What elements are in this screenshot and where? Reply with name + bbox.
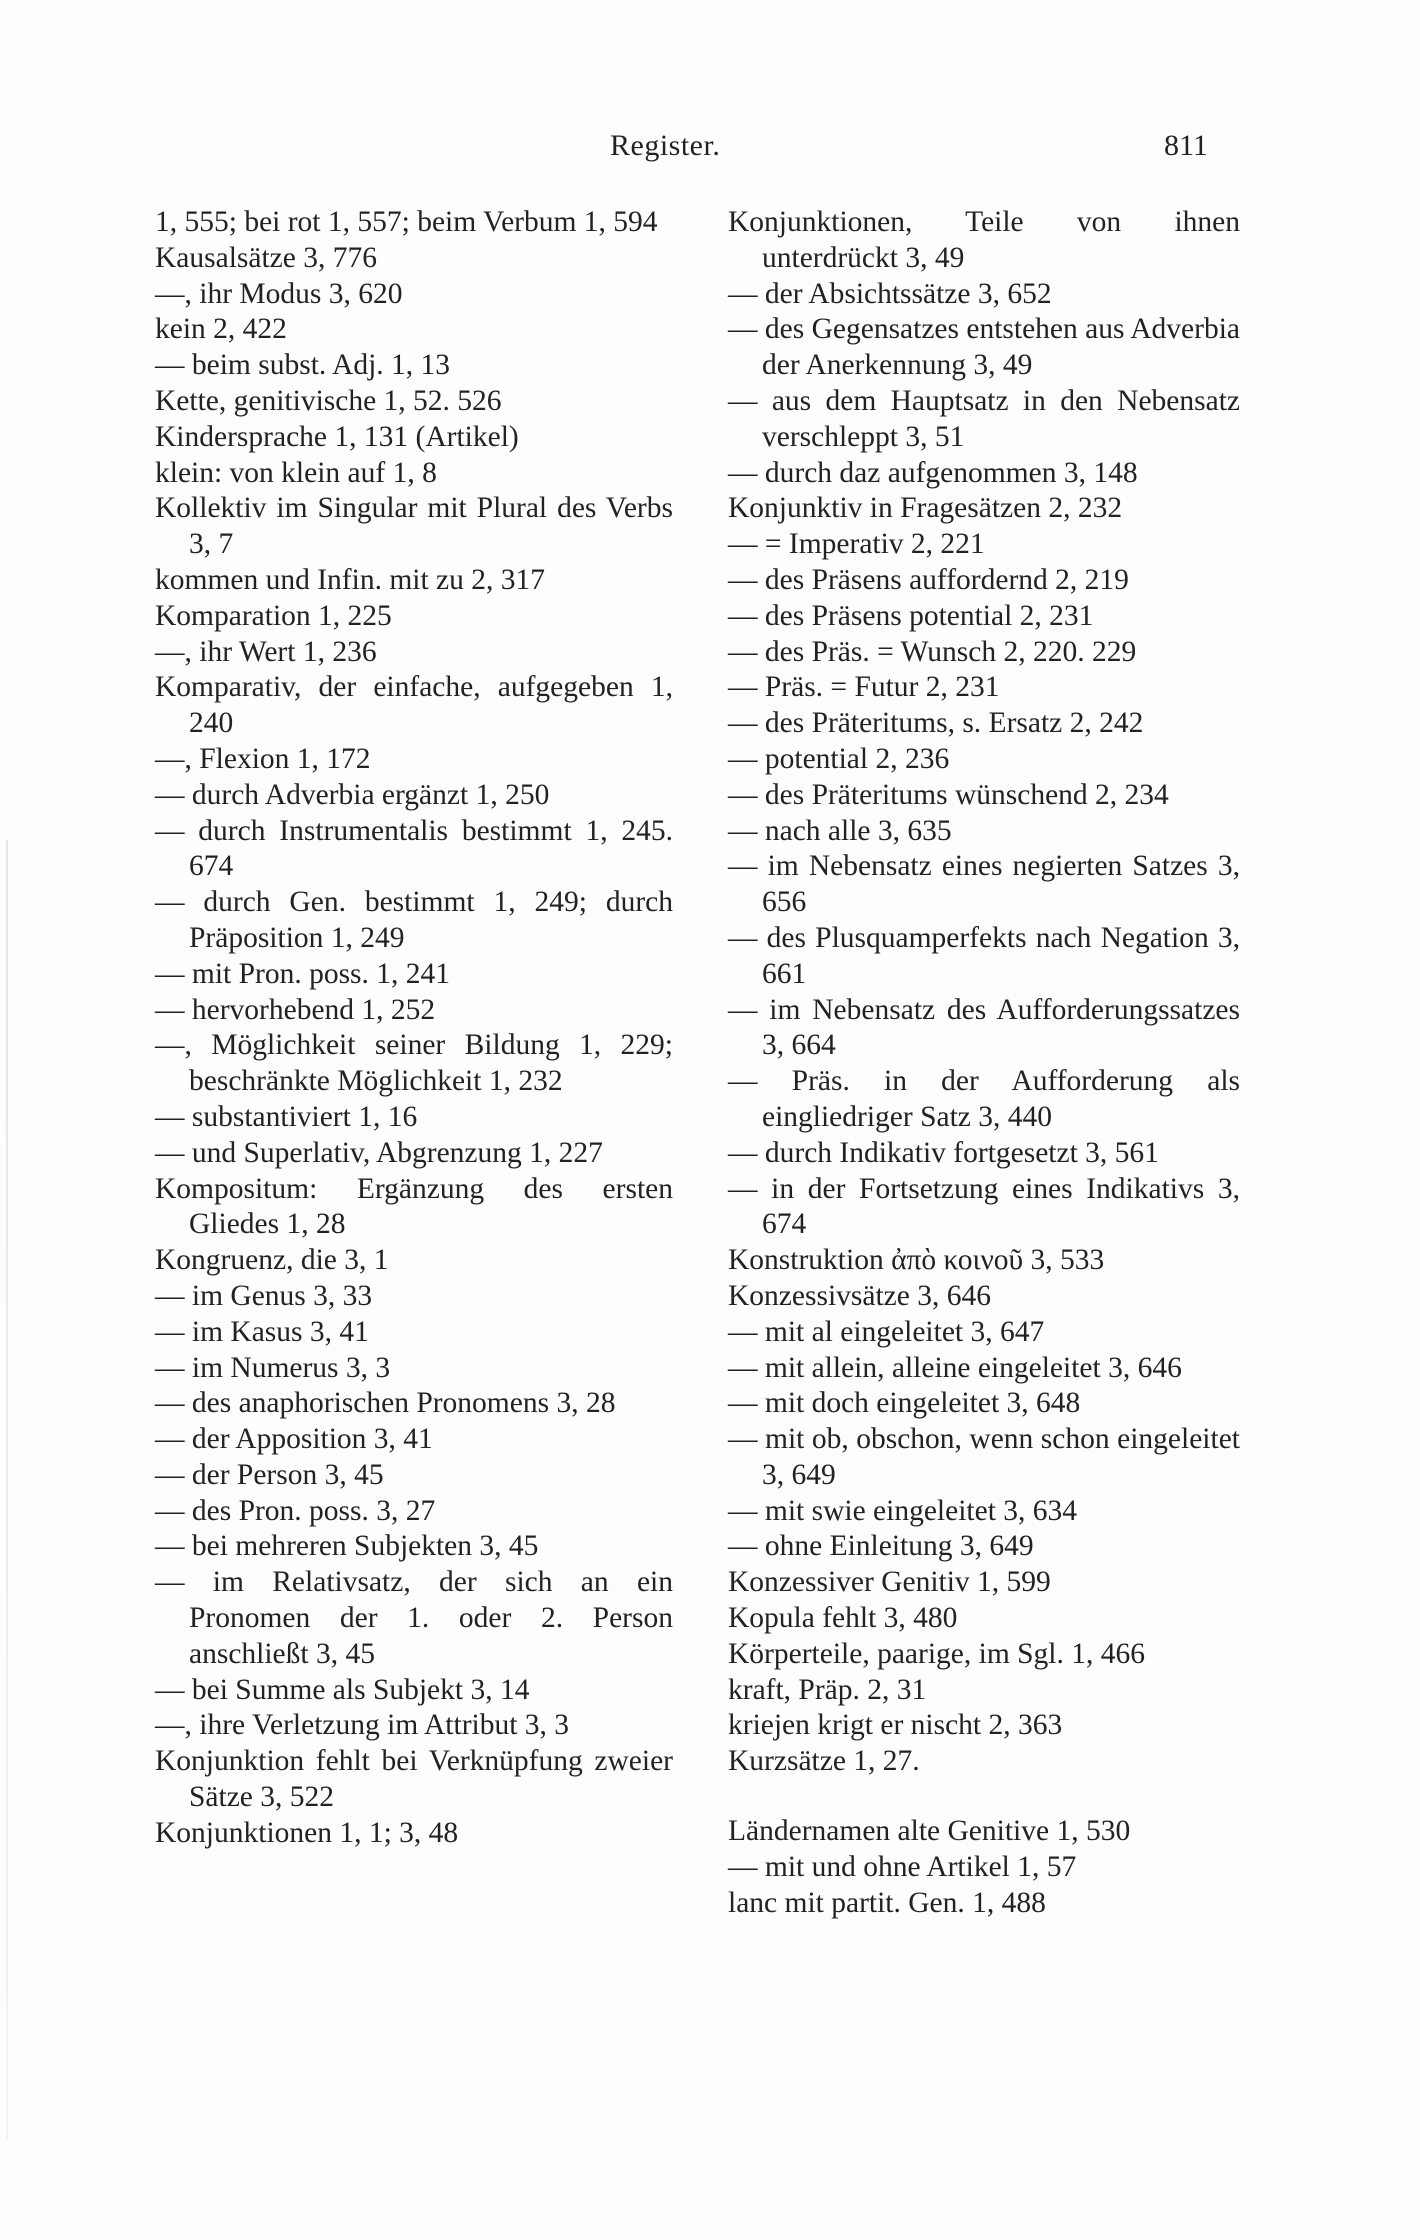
index-entry: — im Genus 3, 33 <box>155 1279 373 1312</box>
index-entry: — des Pron. poss. 3, 27 <box>155 1494 436 1527</box>
index-entry: Kongruenz, die 3, 1 <box>155 1244 389 1277</box>
page-number: 811 <box>1164 129 1208 162</box>
index-entry: — = Imperativ 2, 221 <box>728 528 985 561</box>
running-title: Register. <box>610 129 721 162</box>
index-entry: —, Möglichkeit seiner Bildung 1, 229; beschränkte Möglichkeit 1, 232 <box>155 1029 673 1098</box>
index-entry: — bei Summe als Subjekt 3, 14 <box>155 1673 530 1706</box>
index-entry: — mit ob, obschon, wenn schon eingeleitet 3, 649 <box>728 1423 1240 1491</box>
index-entry: Konjunktion fehlt bei Verknüpfung zweier Sätze 3, 522 <box>155 1745 673 1814</box>
index-entry: Komparativ, der einfache, aufgegeben 1, 240 <box>155 671 673 740</box>
index-entry: —, ihr Wert 1, 236 <box>155 635 377 668</box>
index-entry: —, ihr Modus 3, 620 <box>155 277 403 310</box>
index-entry: —, Flexion 1, 172 <box>155 742 371 775</box>
index-entry: — und Superlativ, Abgrenzung 1, 227 <box>155 1136 603 1169</box>
index-entry: — mit swie eingeleitet 3, 634 <box>728 1494 1078 1527</box>
index-entry: Kausalsätze 3, 776 <box>155 241 377 274</box>
index-entry: Konjunktionen 1, 1; 3, 48 <box>155 1816 459 1849</box>
index-column-left <box>155 205 673 1852</box>
index-entry: Körperteile, paarige, im Sgl. 1, 466 <box>728 1637 1145 1670</box>
index-column-right <box>728 205 1240 1921</box>
index-entry: — durch Gen. bestimmt 1, 249; durch Präposition 1, 249 <box>155 886 673 954</box>
index-entry: — in der Fortsetzung eines Indikativs 3, 674 <box>728 1172 1240 1241</box>
index-entry: — aus dem Hauptsatz in den Nebensatz verschleppt 3, 51 <box>728 384 1240 453</box>
index-entry: — im Nebensatz des Aufforderungssatzes 3, 664 <box>728 993 1240 1062</box>
index-entry: kommen und Infin. mit zu 2, 317 <box>155 563 546 596</box>
index-entry: — durch Instrumentalis bestimmt 1, 245. 674 <box>155 814 673 883</box>
index-entry: — des Präteritums, s. Ersatz 2, 242 <box>728 707 1144 740</box>
index-entry: Komparation 1, 225 <box>155 599 392 632</box>
index-entry: — des Präsens potential 2, 231 <box>728 599 1094 632</box>
index-entry: — nach alle 3, 635 <box>728 814 952 847</box>
index-entry: — Präs. = Futur 2, 231 <box>728 671 1000 704</box>
index-entry: — im Kasus 3, 41 <box>155 1315 369 1348</box>
index-entry: — des Gegensatzes entstehen aus Adverbia der Anerkennung 3, 49 <box>728 313 1240 382</box>
index-entry: kriejen krigt er nischt 2, 363 <box>728 1709 1063 1742</box>
index-entry: — durch daz aufgenommen 3, 148 <box>728 456 1138 489</box>
index-entry: kraft, Präp. 2, 31 <box>728 1673 927 1706</box>
index-entry: — mit und ohne Artikel 1, 57 <box>728 1850 1077 1883</box>
index-entry: — im Nebensatz eines negierten Satzes 3, 656 <box>728 850 1240 919</box>
index-entry: kein 2, 422 <box>155 313 287 346</box>
index-entry: — durch Indikativ fortgesetzt 3, 561 <box>728 1136 1159 1169</box>
index-entry: Kindersprache 1, 131 (Artikel) <box>155 420 519 453</box>
index-entry: Konjunktionen, Teile von ihnen unterdrückt 3, 49 <box>728 206 1240 274</box>
index-entry: — des Präsens auffordernd 2, 219 <box>728 563 1129 596</box>
index-entry: —, ihre Verletzung im Attribut 3, 3 <box>155 1709 570 1742</box>
index-entry: — mit allein, alleine eingeleitet 3, 646 <box>728 1351 1182 1384</box>
index-entry: Kopula fehlt 3, 480 <box>728 1602 958 1635</box>
index-entry: Ländernamen alte Genitive 1, 530 <box>728 1815 1131 1848</box>
index-entry: — hervorhebend 1, 252 <box>155 993 436 1026</box>
page-edge-shadow <box>6 840 8 2140</box>
index-entry: Konstruktion ἀπὸ κοινοῦ 3, 533 <box>728 1244 1105 1277</box>
index-entry: — der Absichtssätze 3, 652 <box>728 277 1052 310</box>
index-entry: Kollektiv im Singular mit Plural des Verbs 3, 7 <box>155 492 673 561</box>
index-entry: — im Relativsatz, der sich an ein Pronomen der 1. oder 2. Person anschließt 3, 45 <box>155 1566 673 1670</box>
index-entry: — mit doch eingeleitet 3, 648 <box>728 1387 1081 1420</box>
index-entry: Konjunktiv in Fragesätzen 2, 232 <box>728 492 1123 525</box>
index-entry: — der Person 3, 45 <box>155 1458 384 1491</box>
index-entry: Kompositum: Ergänzung des ersten Gliedes 1, 28 <box>155 1172 673 1241</box>
index-entry: 1, 555; bei rot 1, 557; beim Verbum 1, 594 <box>155 206 658 238</box>
index-entry: Kurzsätze 1, 27. <box>728 1745 920 1778</box>
index-entry: klein: von klein auf 1, 8 <box>155 456 437 489</box>
index-entry: Kette, genitivische 1, 52. 526 <box>155 384 502 417</box>
index-entry: — substantiviert 1, 16 <box>155 1100 418 1133</box>
index-entry: — des Plusquamperfekts nach Negation 3, 661 <box>728 921 1240 990</box>
index-entry: — bei mehreren Subjekten 3, 45 <box>155 1530 539 1563</box>
index-entry: — im Numerus 3, 3 <box>155 1351 391 1384</box>
index-entry: — mit Pron. poss. 1, 241 <box>155 957 451 990</box>
index-entry: — des anaphorischen Pronomens 3, 28 <box>155 1387 616 1420</box>
index-entry: — mit al eingeleitet 3, 647 <box>728 1315 1045 1348</box>
index-entry: — potential 2, 236 <box>728 742 950 775</box>
index-entry: — Präs. in der Aufforderung als eingliedriger Satz 3, 440 <box>728 1065 1240 1133</box>
index-entry: — des Präteritums wünschend 2, 234 <box>728 778 1169 811</box>
index-entry: lanc mit partit. Gen. 1, 488 <box>728 1886 1046 1919</box>
index-entry: Konzessiver Genitiv 1, 599 <box>728 1566 1051 1599</box>
index-entry: — beim subst. Adj. 1, 13 <box>155 349 451 382</box>
index-entry: Konzessivsätze 3, 646 <box>728 1279 991 1312</box>
index-entry: — ohne Einleitung 3, 649 <box>728 1530 1034 1563</box>
running-header <box>0 126 1420 166</box>
index-entry: — des Präs. = Wunsch 2, 220. 229 <box>728 635 1137 668</box>
index-entry: — durch Adverbia ergänzt 1, 250 <box>155 778 550 811</box>
index-entry: — der Apposition 3, 41 <box>155 1423 433 1456</box>
